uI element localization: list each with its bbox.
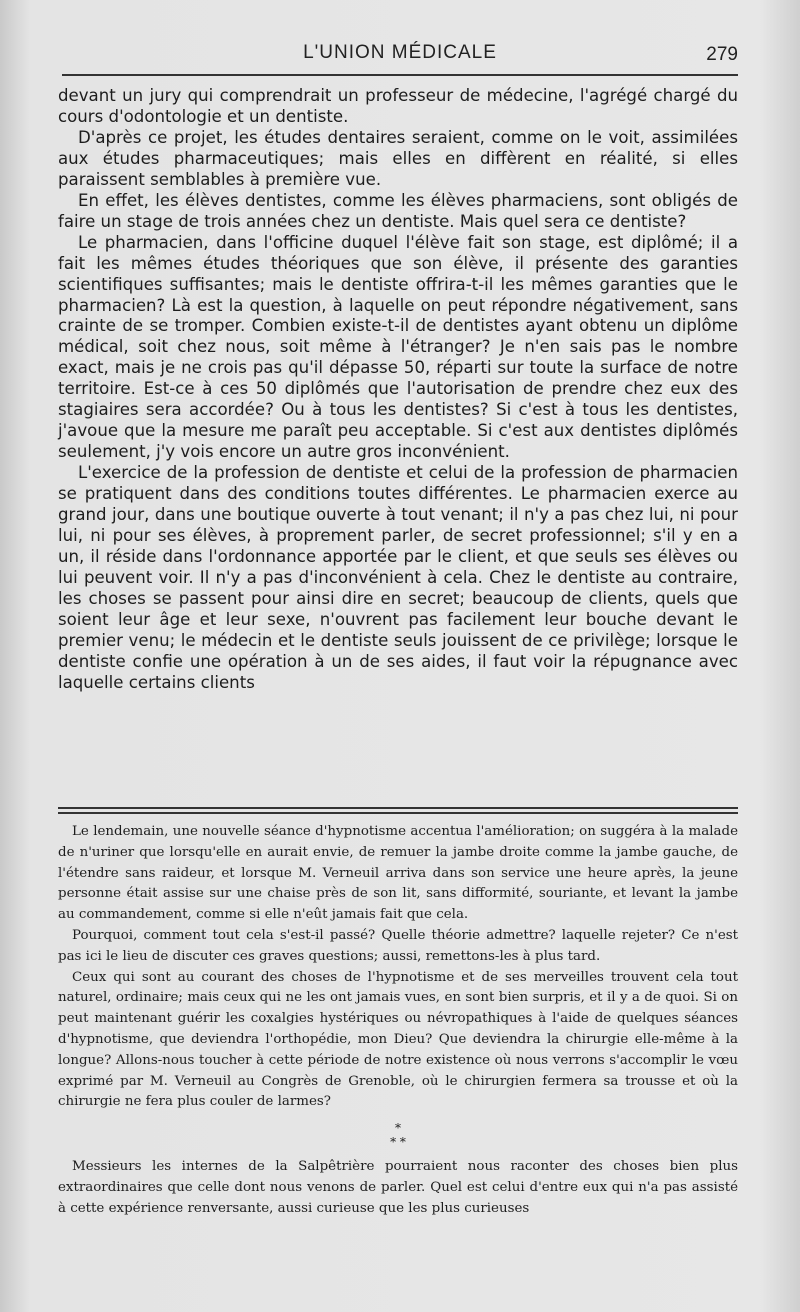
page-header	[62, 40, 738, 70]
asterism-top: *	[395, 1121, 401, 1136]
separator-rule-top	[58, 807, 738, 809]
feuilleton-text	[58, 822, 738, 1220]
note-paragraph: Ceux qui sont au courant des choses de l'hypnotisme et de ses merveilles trouvent cela tout naturel, ordinaire; mais ceux qui ne les ont jamais vues, en sont bien surpris, et il y a de quoi. Si on peut maintenant guérir les coxalgies hystériques ou névropathiques à l'aide de quelques séances d'hypnotisme, que deviendra l'orthopédie, mon Dieu? Que deviendra la chirurgie elle-même à la longue? Allons-nous toucher à cette période de notre existence où nous verrons s'accomplir le vœu exprimé par M. Verneuil au Congrès de Grenoble, où le chirurgien fermera sa trousse et où la chirurgie ne fera plus couler de larmes?	[58, 969, 738, 1110]
body-paragraph: L'exercice de la profession de dentiste et celui de la profession de pharmacien se pratiquent dans des conditions toutes différentes. Le pharmacien exerce au grand jour, dans une boutique ouverte à tout venant; il n'y a pas chez lui, ni pour lui, ni pour ses élèves, à proprement parler, de secret professionnel; s'il y en a un, il réside dans l'ordonnance apportée par le client, et que seuls ses élèves ou lui peuvent voir. Il n'y a pas d'inconvénient à cela. Chez le dentiste au contraire, les choses se passent pour ainsi dire en secret; beaucoup de clients, quels que soient leur âge et leur sexe, n'ouvrent pas facilement leur bouche devant le premier venu; le médecin et le dentiste seuls jouissent de ce privilège; lorsque le dentiste confie une opération à un de ses aides, il faut voir la répugnance avec laquelle certains clients	[58, 463, 738, 692]
body-paragraph: Le pharmacien, dans l'officine duquel l'élève fait son stage, est diplômé; il a fait les mêmes études théoriques que son élève, il présente des garanties scientifiques suffisantes; mais le dentiste offrira-t-il les mêmes garanties que le pharmacien? Là est la question, à laquelle on peut répondre négativement, sans crainte de se tromper. Combien existe-t-il de dentistes ayant obtenu un diplôme médical, soit chez nous, soit même à l'étranger? Je n'en sais pas le nombre exact, mais je ne crois pas qu'il dépasse 50, réparti sur toute la surface de notre territoire. Est-ce à ces 50 diplômés que l'autorisation de prendre chez eux des stagiaires sera accordée? Ou à tous les dentistes? Si c'est à tous les dentistes, j'avoue que la mesure me paraît peu acceptable. Si c'est aux dentistes diplômés seulement, j'y vois encore un autre gros inconvénient.	[58, 232, 738, 462]
body-paragraph: D'après ce projet, les études dentaires seraient, comme on le voit, assimilées aux études pharmaceutiques; mais elles en diffèrent en réalité, si elles paraissent semblables à première vue.	[58, 127, 738, 189]
note-paragraph: Le lendemain, une nouvelle séance d'hypnotisme accentua l'amélioration; on suggéra à la malade de n'uriner que lorsqu'elle en aurait envie, de remuer la jambe droite comme la jambe gauche, de l'étendre sans raideur, et lorsque M. Verneuil arriva dans son service une heure après, la jeune personne était assise sur une chaise près de son lit, sans difformité, souriante, et levant la jambe au commandement, comme si elle n'eût jamais fait que cela.	[58, 824, 738, 923]
main-text	[58, 86, 738, 694]
running-title: L'UNION MÉDICALE	[303, 42, 497, 63]
header-rule	[62, 74, 738, 76]
note-paragraph: Pourquoi, comment tout cela s'est-il passé? Quelle théorie admettre? laquelle rejeter? Ce n'est pas ici le lieu de discuter ces graves questions; aussi, remettons-les à plus tard.	[58, 927, 738, 964]
asterism	[58, 1121, 738, 1149]
page-number: 279	[706, 44, 738, 65]
separator-rule-bottom	[58, 812, 738, 814]
body-paragraph: En effet, les élèves dentistes, comme les élèves pharmaciens, sont obligés de faire un stage de trois années chez un dentiste. Mais quel sera ce dentiste?	[58, 190, 738, 231]
asterism-bottom: * *	[390, 1135, 406, 1150]
body-paragraph: devant un jury qui comprendrait un professeur de médecine, l'agrégé chargé du cours d'odontologie et un dentiste.	[58, 86, 738, 126]
closing-paragraph: Messieurs les internes de la Salpêtrière pourraient nous raconter des choses bien plus extraordinaires que celle dont nous venons de parler. Quel est celui d'entre eux qui n'a pas assisté à cette expérience renversante, aussi curieuse que les plus curieuses	[58, 1159, 738, 1216]
